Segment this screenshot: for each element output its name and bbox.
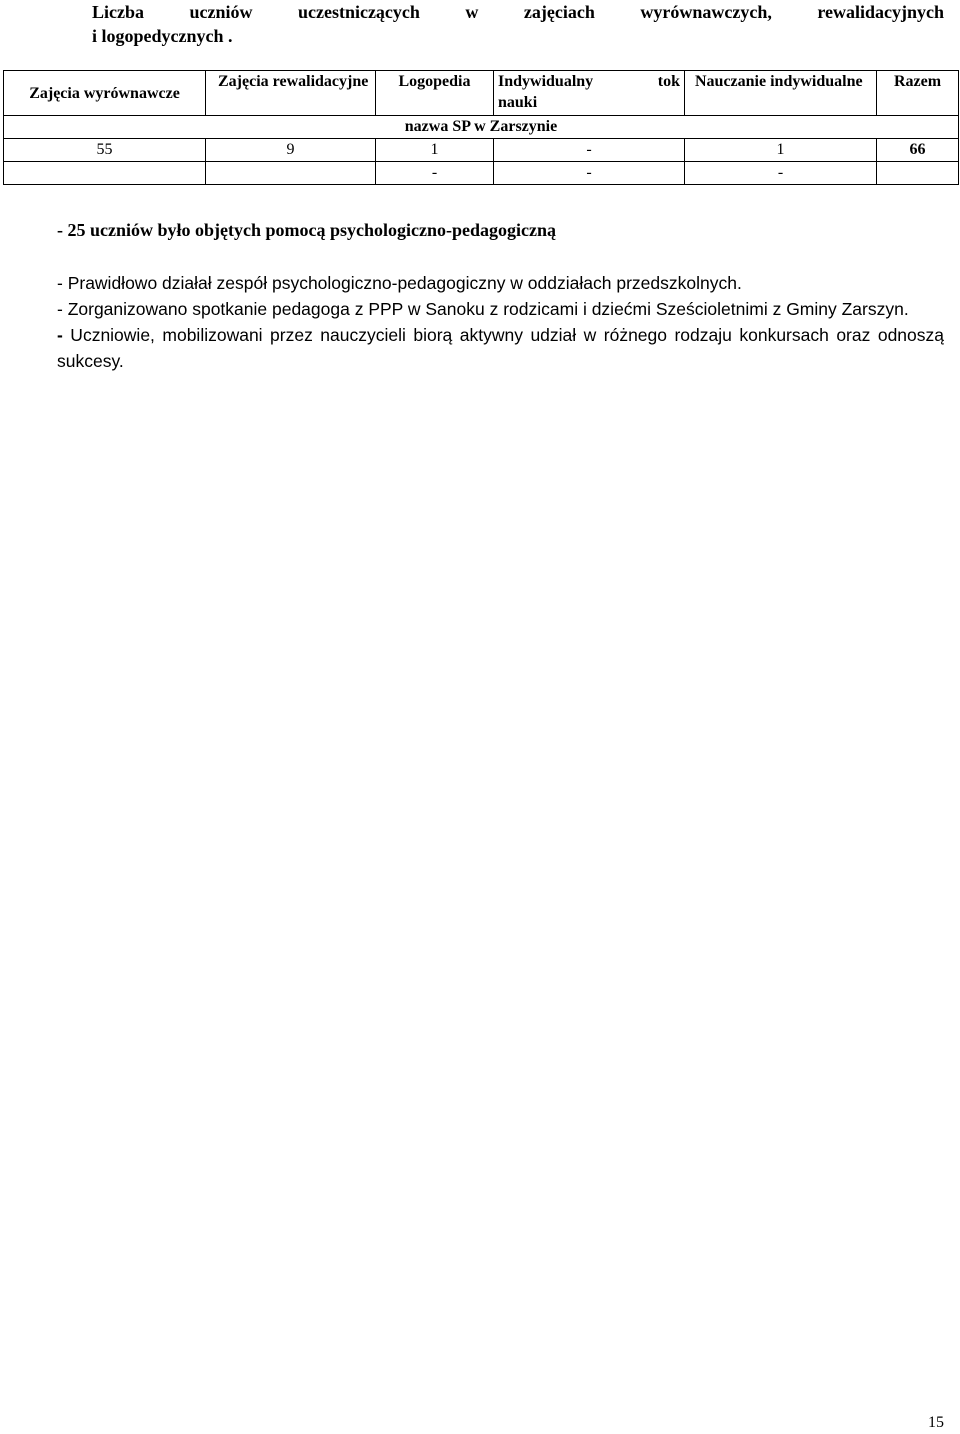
heading-word: Liczba [92,2,144,22]
heading-word: w [465,2,479,22]
table-cell: - [494,162,685,185]
table-cell: - [494,139,685,162]
table-cell: 55 [4,139,206,162]
header-individual-course-word: tok [657,73,680,90]
section-heading-line2: i logopedycznych . [92,26,233,46]
header-revalidation-classes: Zajęcia rewalidacyjne [206,71,376,116]
table-cell: 9 [206,139,376,162]
paragraph-text: Uczniowie, mobilizowani przez nauczycieli biorą aktywny udział w różnego rodzaju konkursach oraz odnoszą sukcesy. [57,325,944,371]
table-header-row [4,71,959,116]
header-individual-course [494,71,685,116]
heading-word: zajęciach [523,2,595,22]
paragraph: - Prawidłowo działał zespół psychologiczno-pedagogiczny w oddziałach przedszkolnych. [57,273,742,293]
table-cell: - [376,162,494,185]
pupils-summary: - 25 uczniów było objętych pomocą psychologiczno-pedagogiczną [57,220,556,240]
table-cell: - [685,162,877,185]
table-row [4,139,959,162]
page-number: 15 [928,1414,944,1431]
header-individual-course-word: Indywidualny [498,73,594,90]
table-cell [4,162,206,185]
heading-word: uczniów [189,2,253,22]
header-individual-teaching: Nauczanie indywidualne [685,71,877,116]
header-speech-therapy: Logopedia [376,71,494,116]
report-body [57,270,944,374]
section-heading-line1 [92,0,944,24]
table-cell: 1 [376,139,494,162]
table-row [4,162,959,185]
heading-word: wyrównawczych, [640,2,772,22]
school-name-cell: nazwa SP w Zarszynie [4,116,959,139]
header-total: Razem [877,71,959,116]
table-cell-total: 66 [877,139,959,162]
section-heading [92,0,944,48]
heading-word: uczestniczących [297,2,420,22]
paragraph: - Zorganizowano spotkanie pedagoga z PPP w Sanoku z rodzicami i dziećmi Sześcioletnimi z Gminy Zarszyn. [57,299,909,319]
header-individual-course-word: nauki [498,94,538,111]
heading-word: rewalidacyjnych [817,2,944,22]
paragraph-dash: - [57,325,63,345]
header-individual-course-line1 [498,71,680,92]
table-cell: 1 [685,139,877,162]
table-school-row [4,116,959,139]
table-cell [206,162,376,185]
paragraph [57,322,944,374]
table-cell [877,162,959,185]
participation-table [3,70,959,185]
header-remedial-classes: Zajęcia wyrównawcze [4,71,206,116]
